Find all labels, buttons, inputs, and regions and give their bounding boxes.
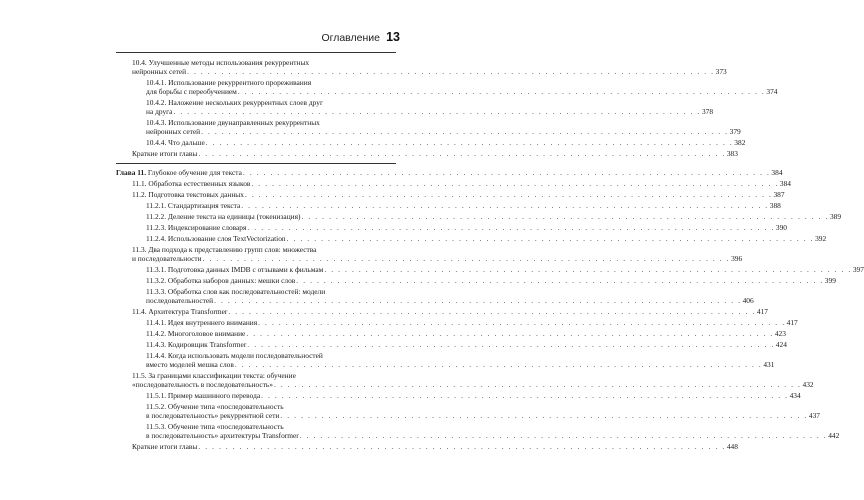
toc-entry[interactable] [146,340,787,349]
dot-leader: . . . . . . . . . . . . . . . . . . . . . . . . . . . . . . . . . . . . . . . . . . . . . . . . . . . . . . . . . . . . . . . . . . . . . . . . . . . . . [261,391,789,400]
toc-entry-title: на друга [146,107,173,117]
toc-entry[interactable] [146,212,842,221]
toc-entry[interactable] [146,223,787,232]
dot-leader: . . . . . . . . . . . . . . . . . . . . . . . . . . . . . . . . . . . . . . . . . . . . . . . . . . . . . . . . . . . . . . . . . . . . . . . . . . . . . [202,254,731,264]
dot-leader: . . . . . . . . . . . . . . . . . . . . . . . . . . . . . . . . . . . . . . . . . . . . . . . . . . . . . . . . . . . . . . . . . . . . . . . . . . . . . [228,307,756,316]
page-number: 13 [386,30,400,44]
toc-page-number: 406 [742,296,754,306]
toc-entry-title: 11.2.3. Индексирование словаря [146,223,247,232]
toc-page-number: 374 [766,87,778,97]
toc-entry-title: 11.5.1. Пример машинного перевода [146,391,261,400]
toc-entry[interactable] [116,168,783,177]
header-title: Оглавление [321,32,380,44]
toc-entry[interactable] [146,234,827,243]
toc-entry-title: 11.3.3. Обработка слов как последовательностей: модели [146,287,326,296]
running-header [0,30,500,48]
dot-leader: . . . . . . . . . . . . . . . . . . . . . . . . . . . . . . . . . . . . . . . . . . . . . . . . . . . . . . . . . . . . . . . . . . . . . . . . . . . . . [241,201,769,210]
dot-leader: . . . . . . . . . . . . . . . . . . . . . . . . . . . . . . . . . . . . . . . . . . . . . . . . . . . . . . . . . . . . . . . . . . . . . . . . . . . . . [198,149,726,158]
toc-page-number: 384 [771,168,783,177]
chapter-divider-rule [116,163,396,164]
toc-entry[interactable] [146,318,798,327]
dot-leader: . . . . . . . . . . . . . . . . . . . . . . . . . . . . . . . . . . . . . . . . . . . . . . . . . . . . . . . . . . . . . . . . . . . . . . . . . . . . . [201,127,729,137]
toc-entry[interactable] [132,179,791,188]
toc-entry-title: 11.2.2. Деление текста на единицы (токенизация) [146,212,301,221]
toc-page-number: 384 [779,179,791,188]
toc-entry-title: 11.4.2. Многоголовое внимание [146,329,246,338]
dot-leader: . . . . . . . . . . . . . . . . . . . . . . . . . . . . . . . . . . . . . . . . . . . . . . . . . . . . . . . . . . . . . . . . . . . . . . . . . . . . . [198,442,726,451]
dot-leader: . . . . . . . . . . . . . . . . . . . . . . . . . . . . . . . . . . . . . . . . . . . . . . . . . . . . . . . . . . . . . . . . . . . . . . . . . . . . . [234,360,763,370]
toc-entry-title: 10.4.1. Использование рекуррентного прореживания [146,78,312,87]
dot-leader: . . . . . . . . . . . . . . . . . . . . . . . . . . . . . . . . . . . . . . . . . . . . . . . . . . . . . . . . . . . . . . . . . . . . . . . . . . . . . [299,431,828,441]
toc-entry-title: 11.3.1. Подготовка данных IMDB с отзывами к фильмам [146,265,324,274]
toc-entry-title: 11.3.2. Обработка наборов данных: мешки слов [146,276,296,285]
toc-entry-title: 11.2.1. Стандартизация текста [146,201,241,210]
toc-entry[interactable] [132,58,727,77]
toc-page-number: 388 [769,201,781,210]
toc-entry-title: 11.4.3. Кодировщик Transformer [146,340,247,349]
toc-entry-title: нейронных сетей [132,67,187,77]
toc-entry-title: 11.3. Два подхода к представлению групп слов: множества [132,245,317,254]
toc-entry-title: вместо моделей мешка слов [146,360,234,370]
toc-entry-title: 11.4. Архитектура Transformer [132,307,228,316]
dot-leader: . . . . . . . . . . . . . . . . . . . . . . . . . . . . . . . . . . . . . . . . . . . . . . . . . . . . . . . . . . . . . . . . . . . . . . . . . . . . . [242,168,771,177]
toc-entry-title: последовательностей [146,296,214,306]
toc-entry-title: 11.4.1. Идея внутреннего внимания [146,318,258,327]
toc-page-number: 397 [852,265,864,274]
dot-leader: . . . . . . . . . . . . . . . . . . . . . . . . . . . . . . . . . . . . . . . . . . . . . . . . . . . . . . . . . . . . . . . . . . . . . . . . . . . . . [237,87,766,97]
dot-leader: . . . . . . . . . . . . . . . . . . . . . . . . . . . . . . . . . . . . . . . . . . . . . . . . . . . . . . . . . . . . . . . . . . . . . . . . . . . . . [286,234,815,243]
dot-leader: . . . . . . . . . . . . . . . . . . . . . . . . . . . . . . . . . . . . . . . . . . . . . . . . . . . . . . . . . . . . . . . . . . . . . . . . . . . . . [251,179,779,188]
toc-entry[interactable] [146,138,746,147]
toc-entry-title: для борьбы с переобучением [146,87,237,97]
toc-page-number: 389 [829,212,842,221]
toc-entry-title: 10.4.2. Наложение нескольких рекуррентных слоев друг [146,98,323,107]
toc-page-number: 379 [729,127,741,137]
toc-entry-title: 11.5.3. Обучение типа «последовательность [146,422,284,431]
toc-entry[interactable] [132,190,785,199]
dot-leader: . . . . . . . . . . . . . . . . . . . . . . . . . . . . . . . . . . . . . . . . . . . . . . . . . . . . . . . . . . . . . . . . . . . . . . . . . . . . . [247,340,775,349]
toc-entry-title: Краткие итоги главы [132,149,198,158]
toc-page-number: 396 [731,254,743,264]
toc-page-number: 431 [763,360,775,370]
dot-leader: . . . . . . . . . . . . . . . . . . . . . . . . . . . . . . . . . . . . . . . . . . . . . . . . . . . . . . . . . . . . . . . . . . . . . . . . . . . . . [324,265,852,274]
toc-entry[interactable] [132,371,814,390]
toc-entry[interactable] [146,78,778,97]
toc-page-number: 392 [815,234,827,243]
toc-entry-title: 10.4. Улучшенные методы использования рекуррентных [132,58,310,67]
toc-page-number: 442 [828,431,840,441]
toc-entry-title: 11.4.4. Когда использовать модели последовательностей [146,351,323,360]
chapter-label: Глава 11. [116,168,147,177]
toc-entry-title: «последовательность в последовательность» [132,380,273,390]
toc-page-number: 373 [715,67,727,77]
toc-page-number: 387 [773,190,785,199]
toc-entry[interactable] [146,276,836,285]
toc-entry[interactable] [132,149,738,158]
dot-leader: . . . . . . . . . . . . . . . . . . . . . . . . . . . . . . . . . . . . . . . . . . . . . . . . . . . . . . . . . . . . . . . . . . . . . . . . . . . . . [187,67,715,77]
toc-page-number: 434 [789,391,801,400]
toc-entry-title: 10.4.4. Что дальше [146,138,205,147]
dot-leader: . . . . . . . . . . . . . . . . . . . . . . . . . . . . . . . . . . . . . . . . . . . . . . . . . . . . . . . . . . . . . . . . . . . . . . . . . . . . . [173,107,701,117]
dot-leader: . . . . . . . . . . . . . . . . . . . . . . . . . . . . . . . . . . . . . . . . . . . . . . . . . . . . . . . . . . . . . . . . . . . . . . . . . . . . . [214,296,742,306]
toc-page-number: 378 [701,107,714,117]
toc-entry-title: Краткие итоги главы [132,442,198,451]
dot-leader: . . . . . . . . . . . . . . . . . . . . . . . . . . . . . . . . . . . . . . . . . . . . . . . . . . . . . . . . . . . . . . . . . . . . . . . . . . . . . [296,276,824,285]
dot-leader: . . . . . . . . . . . . . . . . . . . . . . . . . . . . . . . . . . . . . . . . . . . . . . . . . . . . . . . . . . . . . . . . . . . . . . . . . . . . . [280,411,808,421]
toc-page-number: 437 [808,411,820,421]
toc-entry[interactable] [146,118,741,137]
toc-page-number: 432 [802,380,814,390]
toc-entry-title: Глава 11. Глубокое обучение для текста [116,168,242,177]
toc-page-number: 417 [786,318,798,327]
toc-page-number: 423 [774,329,786,338]
toc-entry-title: 11.5. За границами классификации текста: обучение [132,371,296,380]
dot-leader: . . . . . . . . . . . . . . . . . . . . . . . . . . . . . . . . . . . . . . . . . . . . . . . . . . . . . . . . . . . . . . . . . . . . . . . . . . . . . [301,212,829,221]
toc-page-number: 448 [726,442,738,451]
toc-page-number: 399 [824,276,836,285]
dot-leader: . . . . . . . . . . . . . . . . . . . . . . . . . . . . . . . . . . . . . . . . . . . . . . . . . . . . . . . . . . . . . . . . . . . . . . . . . . . . . [246,329,774,338]
toc-entry[interactable] [146,351,775,370]
dot-leader: . . . . . . . . . . . . . . . . . . . . . . . . . . . . . . . . . . . . . . . . . . . . . . . . . . . . . . . . . . . . . . . . . . . . . . . . . . . . . [258,318,786,327]
toc-entry[interactable] [132,245,743,264]
dot-leader: . . . . . . . . . . . . . . . . . . . . . . . . . . . . . . . . . . . . . . . . . . . . . . . . . . . . . . . . . . . . . . . . . . . . . . . . . . . . . [274,380,802,390]
dot-leader: . . . . . . . . . . . . . . . . . . . . . . . . . . . . . . . . . . . . . . . . . . . . . . . . . . . . . . . . . . . . . . . . . . . . . . . . . . . . . [205,138,734,147]
toc-entry[interactable] [146,402,820,421]
dot-leader: . . . . . . . . . . . . . . . . . . . . . . . . . . . . . . . . . . . . . . . . . . . . . . . . . . . . . . . . . . . . . . . . . . . . . . . . . . . . . [247,223,775,232]
toc-entry[interactable] [132,442,738,451]
dot-leader: . . . . . . . . . . . . . . . . . . . . . . . . . . . . . . . . . . . . . . . . . . . . . . . . . . . . . . . . . . . . . . . . . . . . . . . . . . . . . [244,190,773,199]
toc-entry-title: 11.2.4. Использование слоя TextVectorization [146,234,286,243]
header-rule [116,52,396,53]
toc-entry-title: нейронных сетей [146,127,201,137]
toc-entry-title: 11.1. Обработка естественных языков [132,179,251,188]
toc-entry-title: в последовательность» рекуррентной сети [146,411,280,421]
toc-page-number: 382 [734,138,746,147]
toc-page-number: 424 [775,340,787,349]
toc-entry-title: 11.2. Подготовка текстовых данных [132,190,244,199]
toc-entry[interactable] [146,201,781,210]
toc-entry[interactable] [146,391,801,400]
toc-entry[interactable] [146,287,754,306]
toc-entry-title: в последовательность» архитектуры Transformer [146,431,299,441]
toc-entry-title: 11.5.2. Обучение типа «последовательность [146,402,284,411]
toc-page-number: 417 [756,307,768,316]
toc-entry[interactable] [146,329,786,338]
toc-entry[interactable] [132,307,768,316]
toc-entry[interactable] [146,422,840,441]
toc-entry[interactable] [146,265,864,274]
toc-page-number: 390 [775,223,787,232]
toc-entry-title: 10.4.3. Использование двунаправленных рекуррентных [146,118,320,127]
toc-entry[interactable] [146,98,714,117]
toc-page-number: 383 [726,149,738,158]
toc-entry-title: и последовательности [132,254,202,264]
